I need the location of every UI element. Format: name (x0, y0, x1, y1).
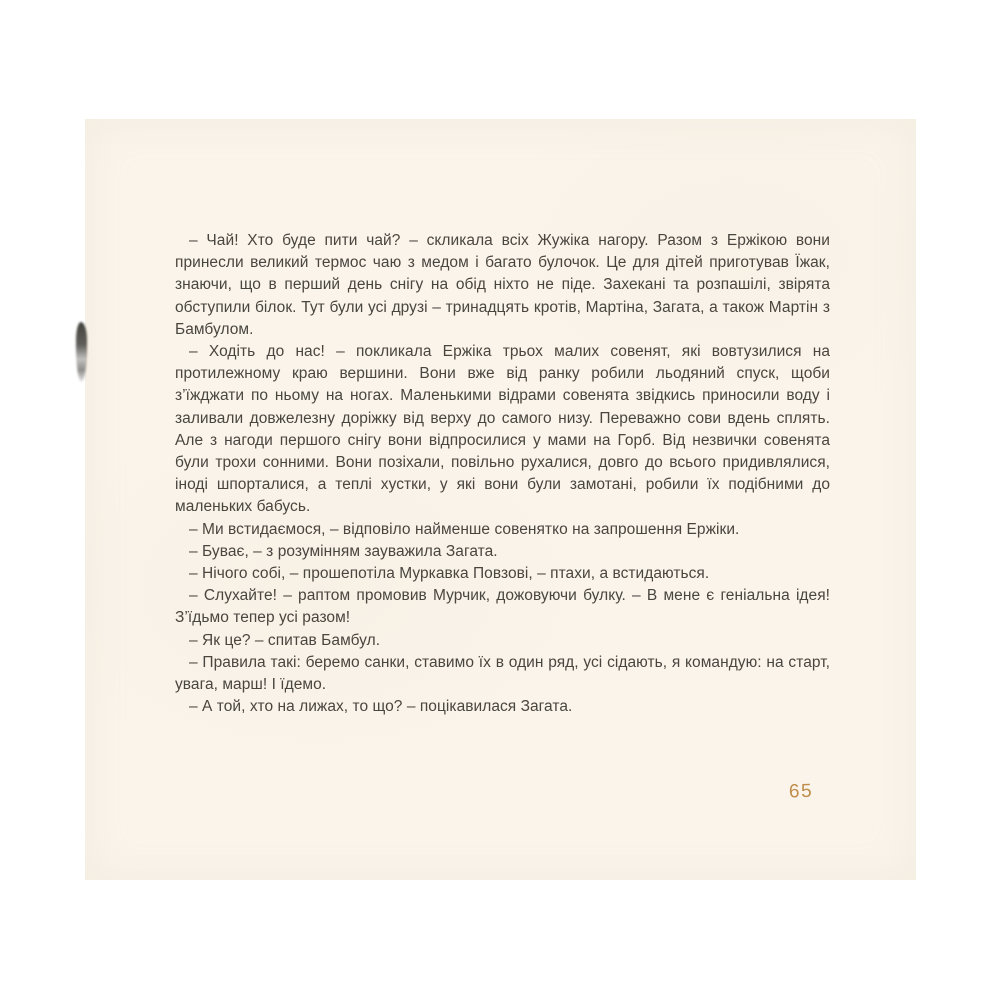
story-paragraph: – Правила такі: беремо санки, ставимо їх в один ряд, усі сідають, я командую: на старт, увага, марш! І їдемо. (175, 653, 830, 694)
story-paragraph: – Ми встидаємося, – відповіло найменше совенятко на запрошення Ержіки. (189, 520, 740, 538)
page-number: 65 (788, 780, 814, 803)
story-text-block (175, 230, 830, 718)
story-paragraph: – Ходіть до нас! – покликала Ержіка трьох малих совенят, які вовтузилися на протилежному краю вершини. Вони вже від ранку робили льодяний спуск, щоби з’їжджати по ньому на ногах. Маленькими відрами совенята звідкись приносили воду і заливали довжелезну доріжку від верху до самого низу. Переважно сови вдень сплять. Але з нагоди першого снігу вони відпросилися у мами на Горб. Від незвички совенята були трохи сонними. Вони позіхали, повільно рухалися, довго до всього придивлялися, іноді шпорталися, а теплі хустки, у які вони були замотані, робили їх подібними до маленьких бабусь. (175, 343, 830, 516)
story-paragraph: – Слухайте! – раптом промовив Мурчик, дожовуючи булку. – В мене є геніальна ідея! З’їдьмо тепер усі разом! (175, 587, 830, 627)
story-paragraph: – Як це? – спитав Бамбул. (189, 631, 381, 649)
story-paragraph: – Буває, – з розумінням зауважила Загата. (189, 542, 498, 560)
story-paragraph: – А той, хто на лижах, то що? – поцікавилася Загата. (189, 698, 573, 716)
book-page (85, 119, 916, 880)
page-edge-ink-smudge (76, 322, 87, 382)
story-paragraph: – Нічого собі, – прошепотіла Муркавка Повзові, – птахи, а встидаються. (189, 565, 710, 583)
story-paragraph: – Чай! Хто буде пити чай? – скликала всіх Жужіка нагору. Разом з Ержікою вони принесли великий термос чаю з медом і багато булочок. Це для дітей приготував Їжак, знаючи, що в перший день снігу на обід ніхто не піде. Захекані та розпашілі, звірята обступили білок. Тут були усі друзі – тринадцять кротів, Мартіна, Загата, а також Мартін з Бамбулом. (175, 232, 830, 338)
